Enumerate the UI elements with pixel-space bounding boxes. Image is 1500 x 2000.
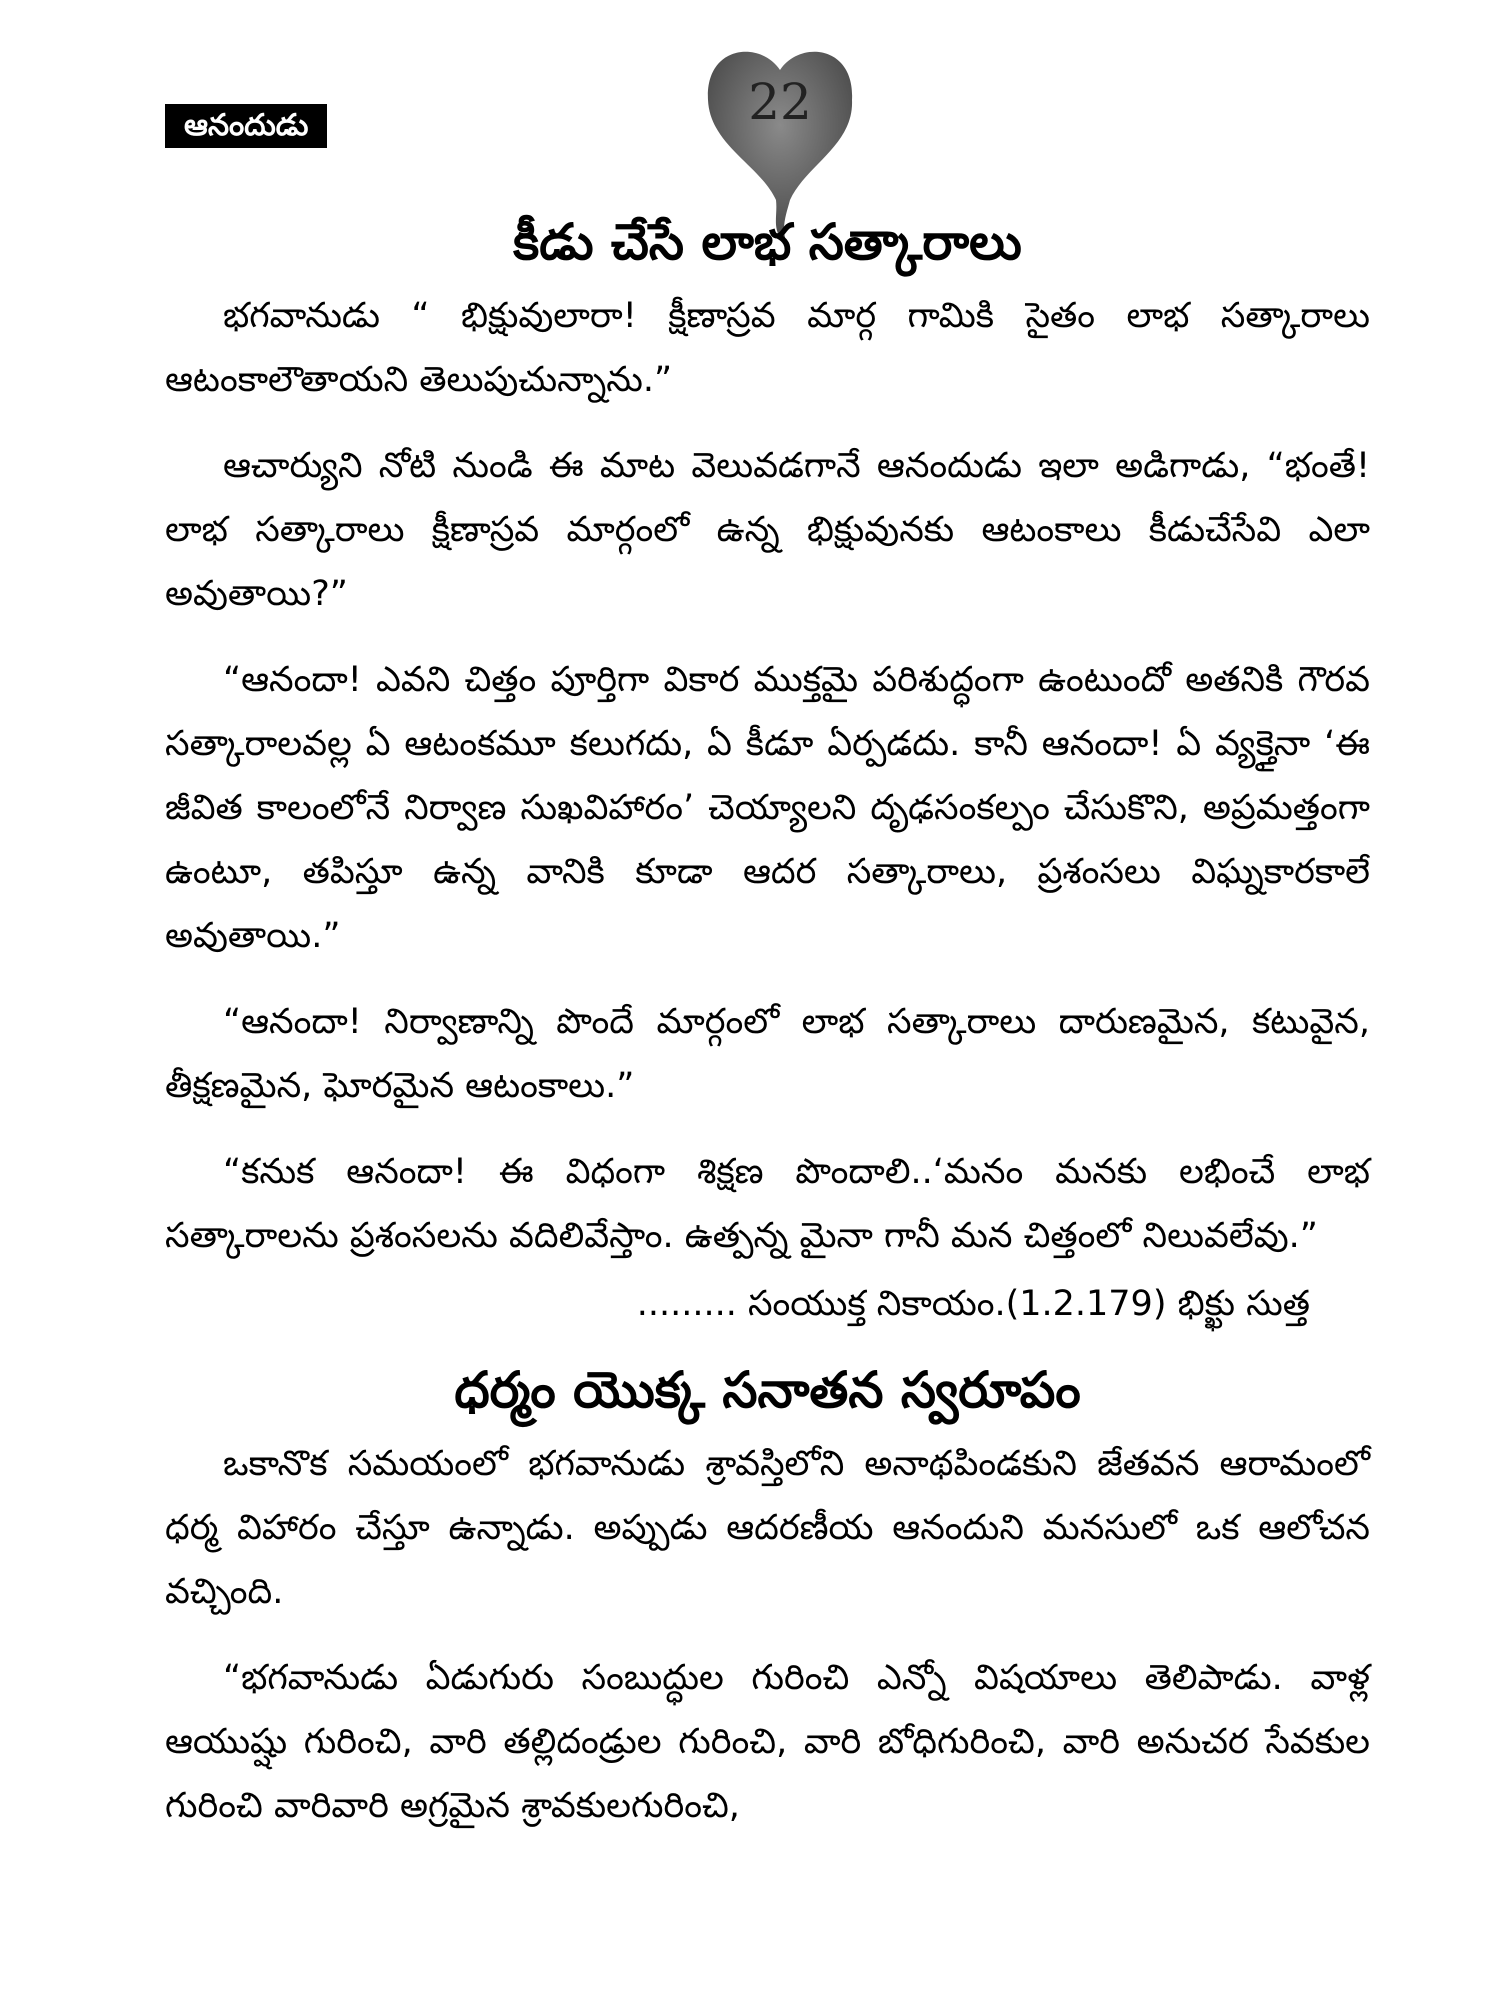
running-head-title: ఆనందుడు xyxy=(165,104,327,148)
section-labha-satkaralu xyxy=(165,200,1370,1334)
page-number: 22 xyxy=(748,73,812,131)
paragraph: ఆచార్యుని నోటి నుండి ఈ మాట వెలువడగానే ఆనందుడు ఇలా అడిగాడు, “భంతే! లాభ సత్కారాలు క్షీణాస్రవ మార్గంలో ఉన్న భిక్షువునకు ఆటంకాలు కీడుచేసేవి ఎలా అవుతాయి?” xyxy=(165,446,1370,614)
citation: ......... సంయుక్త నికాయం.(1.2.179) భిక్ఖు సుత్త xyxy=(636,1284,1310,1324)
paragraph: ఒకానొక సమయంలో భగవానుడు శ్రావస్తిలోని అనాథపిండకుని జేతవన ఆరామంలో ధర్మ విహారం చేస్తూ ఉన్నాడు. అప్పుడు ఆదరణీయ ఆనందుని మనసులో ఒక ఆలోచన వచ్చింది. xyxy=(165,1444,1370,1612)
section-dharma-svarupam xyxy=(165,1348,1370,1838)
page-content xyxy=(165,200,1370,1860)
section-title: కీడు చేసే లాభ సత్కారాలు xyxy=(513,213,1022,271)
paragraph: భగవానుడు “ భిక్షువులారా! క్షీణాస్రవ మార్గ గామికి సైతం లాభ సత్కారాలు ఆటంకాలౌతాయని తెలుపుచున్నాను.” xyxy=(165,296,1370,400)
paragraph: “ఆనందా! నిర్వాణాన్ని పొందే మార్గంలో లాభ సత్కారాలు దారుణమైన, కటువైన, తీక్షణమైన, ఘోరమైన ఆటంకాలు.” xyxy=(165,1002,1370,1106)
paragraph: “కనుక ఆనందా! ఈ విధంగా శిక్షణ పొందాలి..‘మనం మనకు లభించే లాభ సత్కారాలను ప్రశంసలను వదిలివేస్తాం. ఉత్పన్న మైనా గానీ మన చిత్తంలో నిలువలేవు.” xyxy=(165,1152,1370,1256)
paragraph: “భగవానుడు ఏడుగురు సంబుద్ధుల గురించి ఎన్నో విషయాలు తెలిపాడు. వాళ్ల ఆయుష్షు గురించి, వారి తల్లిదండ్రుల గురించి, వారి బోధిగురించి, వారి అనుచర సేవకుల గురించి వారివారి అగ్రమైన శ్రావకులగురించి, xyxy=(165,1658,1370,1826)
section-title: ధర్మం యొక్క సనాతన స్వరూపం xyxy=(454,1361,1081,1419)
paragraph: “ఆనందా! ఎవని చిత్తం పూర్తిగా వికార ముక్తమై పరిశుద్ధంగా ఉంటుందో అతనికి గౌరవ సత్కారాలవల్ల ఏ ఆటంకమూ కలుగదు, ఏ కీడూ ఏర్పడదు. కానీ ఆనందా! ఏ వ్యక్తైనా ‘ఈ జీవిత కాలంలోనే నిర్వాణ సుఖవిహారం’ చెయ్యాలని దృఢసంకల్పం చేసుకొని, అప్రమత్తంగా ఉంటూ, తపిస్తూ ఉన్న వానికి కూడా ఆదర సత్కారాలు, ప్రశంసలు విఘ్నకారకాలే అవుతాయి.” xyxy=(165,660,1370,956)
